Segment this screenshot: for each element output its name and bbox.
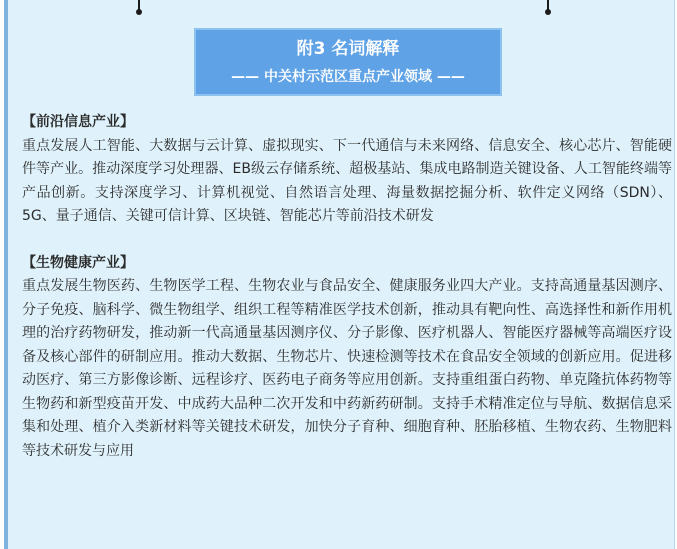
title-box	[194, 28, 502, 96]
page-title: 附3 名词解释	[296, 39, 400, 59]
section-heading: 【前沿信息产业】	[22, 114, 134, 130]
section-bio-health	[22, 252, 672, 464]
glossary-panel	[4, 0, 675, 549]
glossary-content	[22, 111, 672, 463]
section-body: 重点发展人工智能、大数据与云计算、虚拟现实、下一代通信与未来网络、信息安全、核心芯片、智能硬件等产业。推动深度学习处理器、EB级云存储系统、超极基站、集成电路制造关键设备、人工智能终端等产品创新。支持深度学习、计算机视觉、自然语言处理、海量数据挖掘分析、软件定义网络（SDN）、5G、量子通信、关键可信计算、区块链、智能芯片等前沿技术研发	[22, 137, 672, 224]
section-heading: 【生物健康产业】	[22, 254, 134, 271]
section-body: 重点发展生物医药、生物医学工程、生物农业与食品安全、健康服务业四大产业。支持高通量基因测序、分子免疫、脑科学、微生物组学、组织工程等精准医学技术创新，推动具有靶向性、高选择性和新作用机理的治疗药物研发，推动新一代高通量基因测序仪、分子影像、医疗机器人、智能医疗器械等高端医疗设备及核心部件的研制应用。推动大数据、生物芯片、快速检测等技术在食品安全领域的创新应用。促进移动医疗、第三方影像诊断、远程诊疗、医药电子商务等应用创新。支持重组蛋白药物、单克隆抗体药物等生物药和新型疫苗开发、中成药大品种二次开发和中药新药研制。支持手术精准定位与导航、数据信息采集和处理、植介入类新材料等关键技术研发，加快分子育种、细胞育种、胚胎移植、生物农药、生物肥料等技术研发与应用	[22, 278, 672, 459]
section-frontier-it	[22, 111, 672, 229]
page-subtitle: —— 中关村示范区重点产业领域 ——	[231, 69, 465, 85]
hanger-pin-right	[547, 0, 549, 12]
hanger-pin-left	[138, 0, 140, 12]
